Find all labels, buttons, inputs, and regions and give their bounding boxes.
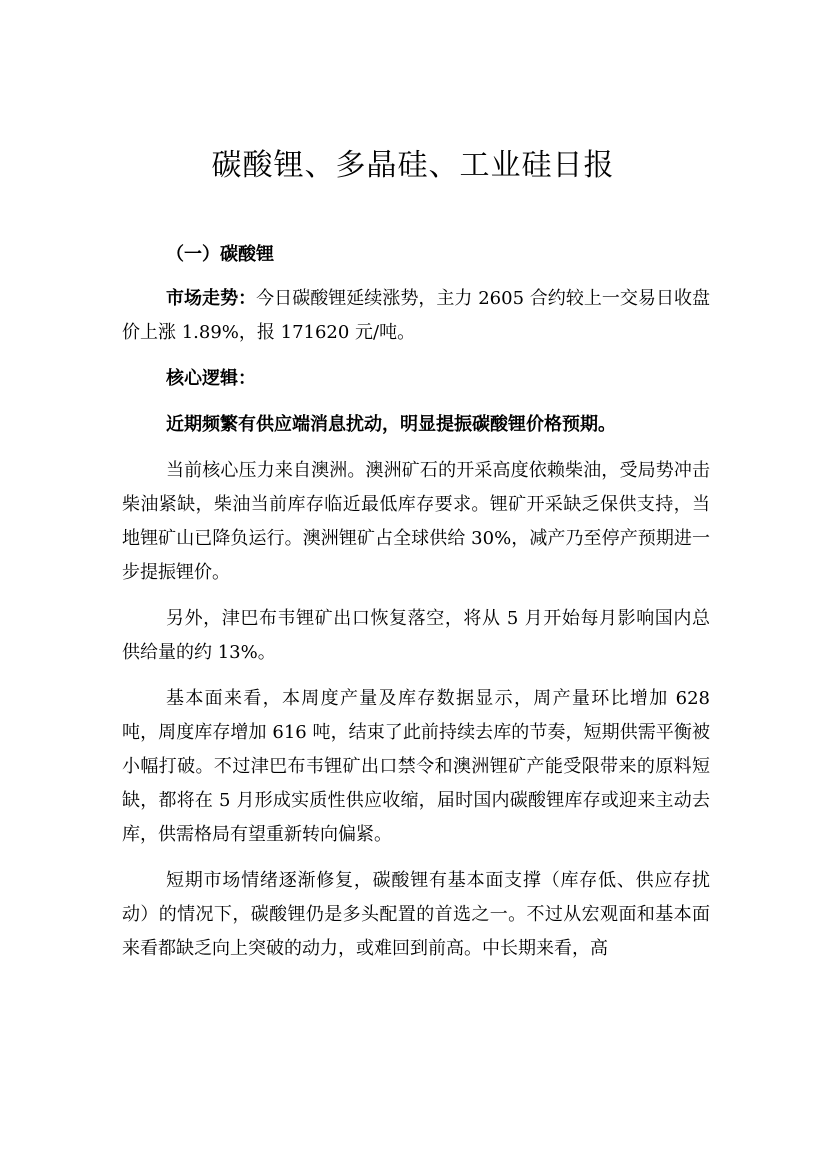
core-logic-label: 核心逻辑： <box>166 368 256 389</box>
document-body <box>122 238 710 966</box>
body-paragraph: 短期市场情绪逐渐修复，碳酸锂有基本面支撑（库存低、供应存扰动）的情况下，碳酸锂仍是多头配置的首选之一。不过从宏观面和基本面来看都缺乏向上突破的动力，或难回到前高。中长期来看，高 <box>122 870 710 959</box>
market-trend-paragraph <box>122 282 710 350</box>
body-paragraph: 当前核心压力来自澳洲。澳洲矿石的开采高度依赖柴油，受局势冲击柴油紧缺，柴油当前库存临近最低库存要求。锂矿开采缺乏保供支持，当地锂矿山已降负运行。澳洲锂矿占全球供给 30%，减产乃至停产预期进一步提振锂价。 <box>122 460 710 583</box>
section-heading: （一）碳酸锂 <box>166 244 274 265</box>
body-paragraph: 另外，津巴布韦锂矿出口恢复落空，将从 5 月开始每月影响国内总供给量的约 13%。 <box>122 608 710 663</box>
market-trend-text: 今日碳酸锂延续涨势，主力 2605 合约较上一交易日收盘价上涨 1.89%，报 171620 元/吨。 <box>122 288 711 343</box>
body-paragraph: 基本面来看，本周度产量及库存数据显示，周产量环比增加 628 吨，周度库存增加 616 吨，结束了此前持续去库的节奏，短期供需平衡被小幅打破。不过津巴布韦锂矿出口禁令和澳洲锂矿产能受限带来的原料短缺，都将在 5 月形成实质性供应收缩，届时国内碳酸锂库存或迎来主动去库，供需格局有望重新转向偏紧。 <box>122 688 710 845</box>
core-logic-summary: 近期频繁有供应端消息扰动，明显提振碳酸锂价格预期。 <box>166 414 616 435</box>
market-trend-label: 市场走势： <box>166 288 257 309</box>
document-title: 碳酸锂、多晶硅、工业硅日报 <box>211 148 615 183</box>
